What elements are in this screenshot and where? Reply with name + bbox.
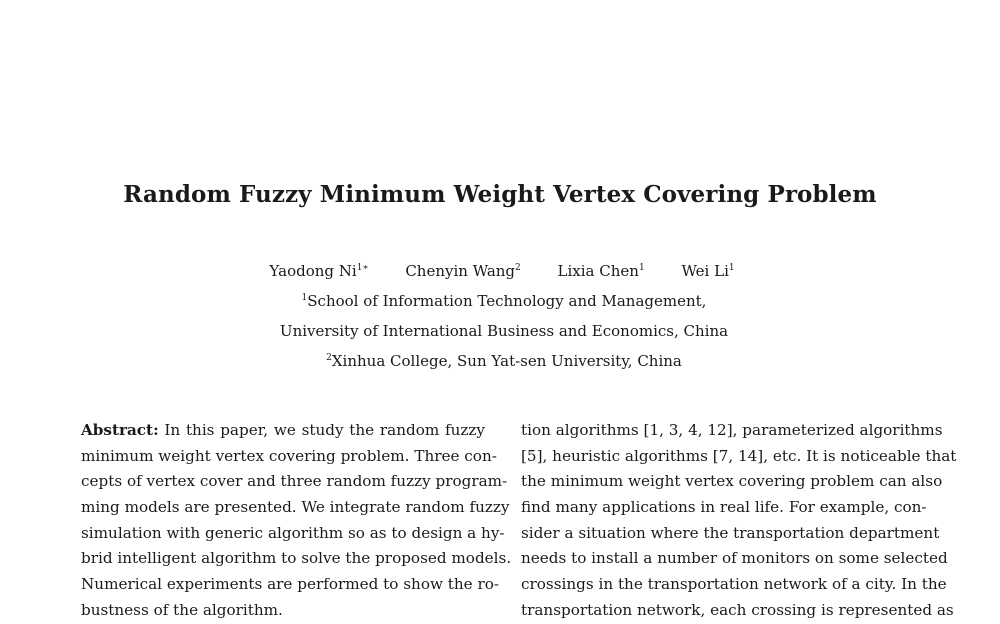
author [681, 262, 734, 280]
affiliation-mark: 1 [301, 293, 308, 303]
abstract-line [81, 418, 485, 444]
abstract-line: brid intelligent algorithm to solve the proposed models. [81, 549, 512, 568]
author-affiliation-mark: 1 [638, 263, 645, 273]
author-list [0, 262, 1000, 280]
body-line: tion algorithms [1, 3, 4, 12], parameterized algorithms [521, 421, 943, 439]
abstract-line: minimum weight vertex covering problem. Three con- [81, 446, 497, 465]
author [405, 262, 520, 280]
author-affiliation-mark: 2 [515, 263, 521, 273]
body-line: [5], heuristic algorithms [7, 14], etc. It is noticeable that [521, 446, 957, 465]
body-line: sider a situation where the transportation department [521, 523, 940, 542]
body-line: needs to install a number of monitors on some selected [521, 549, 948, 568]
affiliation-2 [0, 352, 1000, 370]
affiliation-1-line-2 [0, 322, 1000, 340]
author-name: Lixia Chen [557, 262, 639, 280]
author-name: Wei Li [681, 262, 729, 280]
affiliation-1-line-1 [0, 292, 1000, 310]
abstract-text: In this paper, we study the random fuzzy [158, 421, 485, 439]
body-line: transportation network, each crossing is represented as [521, 600, 954, 619]
body-line: crossings in the transportation network of a city. In the [521, 575, 947, 594]
abstract-line: simulation with generic algorithm so as to design a hy- [81, 523, 505, 542]
affiliation-text: University of International Business and Economics, China [279, 322, 729, 340]
body-line: find many applications in real life. For example, con- [521, 498, 927, 517]
abstract-line: Numerical experiments are performed to show the ro- [81, 575, 500, 594]
author-affiliation-mark: 1∗ [356, 263, 369, 273]
abstract [81, 418, 512, 624]
author-name: Chenyin Wang [405, 262, 516, 280]
author-affiliation-mark: 1 [728, 263, 735, 273]
affiliation-text: Xinhua College, Sun Yat-sen University, China [331, 352, 682, 370]
author [269, 262, 368, 280]
affiliation-text: School of Information Technology and Management, [307, 292, 707, 310]
abstract-line: ming models are presented. We integrate random fuzzy [81, 498, 510, 517]
introduction-text [521, 418, 957, 624]
abstract-line: bustness of the algorithm. [81, 600, 283, 619]
abstract-label: Abstract: [81, 421, 159, 439]
paper-title: Random Fuzzy Minimum Weight Vertex Covering Problem [123, 181, 877, 208]
author-name: Yaodong Ni [269, 262, 357, 280]
body-line: the minimum weight vertex covering problem can also [521, 472, 943, 491]
abstract-line: cepts of vertex cover and three random fuzzy program- [81, 472, 508, 491]
author [558, 262, 645, 280]
affiliation-mark: 2 [326, 353, 332, 363]
